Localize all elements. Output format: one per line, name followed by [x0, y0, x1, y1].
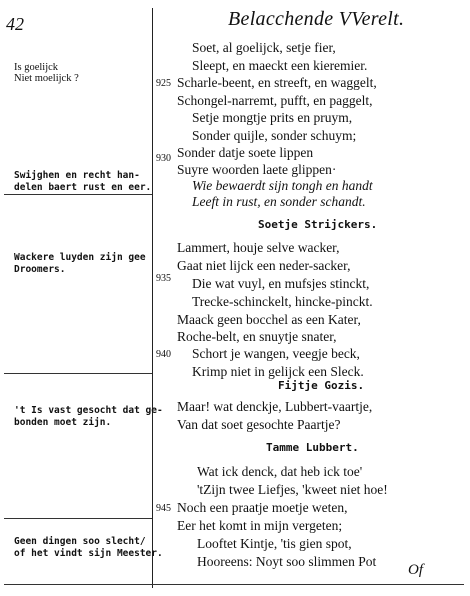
margin-note: Swijghen en recht han-: [14, 170, 140, 181]
verse-line: Wie bewaerdt sijn tongh en handt: [192, 178, 373, 193]
verse-line: Gaat niet lijck een neder-sacker,: [177, 258, 351, 273]
line-number: 945: [156, 503, 171, 514]
page-number: 42: [6, 14, 24, 34]
catchword: Of: [408, 562, 423, 578]
verse-line: Looftet Kintje, 'tis gien spot,: [197, 536, 352, 551]
margin-divider: [152, 8, 153, 588]
margin-note: Droomers.: [14, 264, 66, 275]
margin-note: Geen dingen soo slecht/: [14, 536, 146, 547]
verse-line: Sonder quijle, sonder schuym;: [192, 128, 357, 143]
bottom-rule: [4, 584, 464, 585]
margin-rule: [4, 373, 152, 374]
verse-line: Setje mongtje prits en pruym,: [192, 110, 353, 125]
margin-note: 't Is vast gesocht dat ge-: [14, 405, 163, 416]
verse-line: Van dat soet gesochte Paartje?: [177, 417, 341, 432]
margin-note: Wackere luyden zijn gee: [14, 252, 146, 263]
verse-line: 'tZijn twee Liefjes, 'kweet niet hoe!: [197, 482, 388, 497]
margin-note: bonden moet zijn.: [14, 417, 112, 428]
verse-line: Scharle-beent, en streeft, en waggelt,: [177, 75, 377, 90]
margin-note: Is goelijck: [14, 62, 59, 73]
speaker-heading: Fijtje Gozis.: [278, 379, 365, 392]
line-number: 935: [156, 273, 171, 284]
verse-line: Leeft in rust, en sonder schandt.: [192, 194, 366, 209]
speaker-heading: Soetje Strijckers.: [258, 218, 378, 231]
verse-line: Krimp niet in gelijck een Sleck.: [192, 364, 364, 379]
margin-note: of het vindt sijn Meester.: [14, 548, 163, 559]
line-number: 930: [156, 153, 171, 164]
verse-line: Maar! wat denckje, Lubbert-vaartje,: [177, 399, 373, 414]
line-number: 940: [156, 349, 171, 360]
verse-line: Wat ick denck, dat heb ick toe': [197, 464, 363, 479]
verse-line: Sonder datje soete lippen: [177, 145, 314, 160]
verse-line: Soet, al goelijck, setje fier,: [192, 40, 336, 55]
verse-line: Maack geen bocchel as een Kater,: [177, 312, 361, 327]
margin-note: delen baert rust en eer.: [14, 182, 152, 193]
running-head: Belacchende VVerelt.: [228, 8, 405, 30]
margin-rule: [4, 194, 152, 195]
speaker-heading: Tamme Lubbert.: [266, 441, 359, 454]
verse-line: Roche-belt, en snuytje snater,: [177, 329, 337, 344]
margin-rule: [4, 518, 152, 519]
verse-line: Eer het komt in mijn vergeten;: [177, 518, 343, 533]
verse-line: Trecke-schinckelt, hincke-pinckt.: [192, 294, 373, 309]
verse-line: Suyre woorden laete glippen·: [177, 162, 337, 177]
verse-line: Lammert, houje selve wacker,: [177, 240, 340, 255]
verse-line: Schort je wangen, veegje beck,: [192, 346, 360, 361]
line-number: 925: [156, 78, 171, 89]
verse-line: Noch een praatje moetje weten,: [177, 500, 348, 515]
verse-line: Die wat vuyl, en mufsjes stinckt,: [192, 276, 370, 291]
verse-line: Sleept, en maeckt een kieremier.: [192, 58, 368, 73]
verse-line: Schongel-narremt, pufft, en paggelt,: [177, 93, 373, 108]
margin-note: Niet moelijck ?: [14, 73, 79, 84]
verse-line: Hooreens: Noyt soo slimmen Pot: [197, 554, 377, 569]
